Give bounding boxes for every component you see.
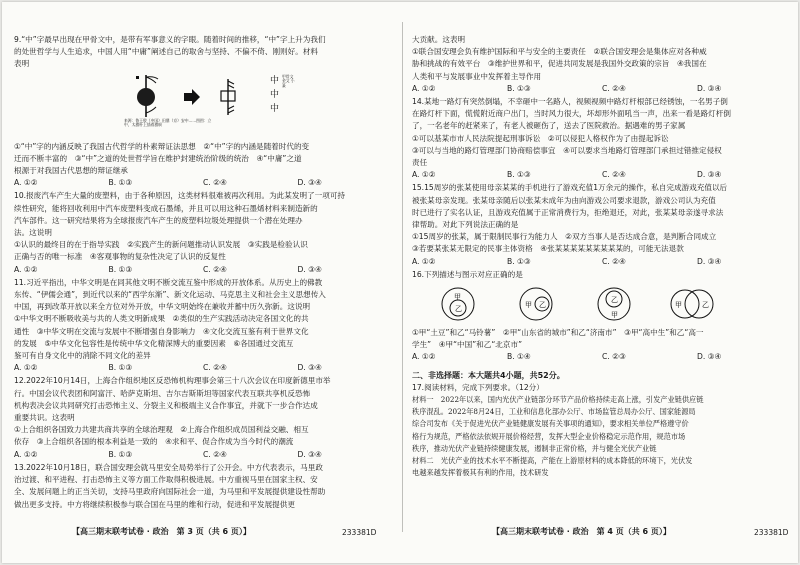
- question-16-choices: A. ①② B. ①④ C. ②③ D. ③④: [412, 352, 722, 362]
- venn-label: 甲: [675, 301, 682, 310]
- venn-diagram-3: [586, 286, 642, 322]
- question-14-choices: A. ①② B. ①③ C. ②④ D. ③④: [412, 170, 722, 180]
- venn-label: 乙: [702, 301, 709, 310]
- question-13-choices: A. ①② B. ①③ C. ②④ D. ③④: [412, 83, 722, 93]
- venn-diagrams: [430, 285, 792, 323]
- question-15: 15.15周岁的张某使用母亲某某的手机进行了游戏充值1万余元的操作，私自完成游戏充值以后 被张某母亲发现。张某母亲随后以张某未成年为由向游戏公司要求退款，游戏公司认为充值 时已进行了实名认证，且游戏充值属于正常消费行为，拒绝退还，对此，张某某母亲遂寻求法 律帮助。对此下列说法正确的是 ①15周岁的张某，属于限制民事行为能力人 ②双方当事人是否达成合意，是判断合同成立 ③若要某张某无限定的民事主体资格 ④张某某某某某某某某某的，可能无法退款 A. ①② B. ①③ C. ②④ D. ③④: [412, 182, 792, 267]
- question-12: 12.2022年10月14日，上海合作组织地区反恐怖机构理事会第三十八次会议在印度新德里市举 行。中国会议代表团和阿富汗、哈萨克斯坦、吉尔吉斯斯坦等国家代表互联共享机反恐怖 机构表决会议共同研究打击恐怖主义、分裂主义和极端主义合作事宜，并就下一步合作达成 重要共识。这表明 ①上合组织各国致力共建共商共享的全球治理观 ②上海合作组织成员国利益交融、相互 依存 ③上合组织各国的根本利益是一致的 ④求和平、促合作成为当今时代的潮流 A. ①② B. ①③ C. ②④ D. ③④: [14, 375, 392, 460]
- page-divider: [402, 22, 403, 532]
- question-11-choices: A. ①② B. ①③ C. ②④ D. ③④: [14, 363, 322, 373]
- venn-label: 乙: [539, 301, 546, 310]
- question-13-continued: 大贡献。这表明 ①联合国安理会负有维护国际和平与安全的主要责任 ②联合国安理会是集体应对各种威 胁和挑战的有效平台 ③维护世界和平，促进共同发展是我国外交政策的宗旨 ④我国在 人类和平与发展事业中发挥着主导作用 A. ①② B. ①③ C. ②④ D. ③④: [412, 34, 792, 95]
- question-9-options: ①“中”字的内涵反映了我国古代哲学的朴素辩证法思想 ②“中”字的内涵是随着时代的变 迁而不断丰富的 ③“中”之道的处世哲学旨在维护封建统治阶级的统治 ④“中庸”之道 根源于对我国古代思想的辩证继承 A. ①② B. ①③ C. ②④ D. ③④: [14, 141, 392, 190]
- right-page-code: 233381D: [754, 528, 789, 537]
- question-14: 14.某地一路灯有突然倒塌，不幸砸中一名路人，视频视频中路灯杆根部已经锈蚀，一名男子倒 在路灯杆下面，慌慌附近商户出门，当时风力很大，坏却形外面吼当一声，出来一看是路灯杆倒 了，一名老年的赶紧来了，有老人被砸伤了，送去了医院救治。据遇难的男子家属 ①可以基某市市人民法院提起刑事诉讼 ②可以侵犯人格权作为了由提起诉讼 ③可以与当地的路灯管理部门协商赔偿事宜 ④可以要求当地路灯管理部门承担过错推定侵权 责任 A. ①② B. ①③ C. ②④ D. ③④: [412, 96, 792, 181]
- question-12-choices: A. ①② B. ①③ C. ②④ D. ③④: [14, 449, 322, 459]
- venn-diagram-2: [508, 286, 564, 322]
- question-15-choices: A. ①② B. ①③ C. ②④ D. ③④: [412, 256, 722, 266]
- left-page: [14, 34, 392, 512]
- right-page-footer: 【高三期末联考试卷 · 政治 第 4 页（共 6 页）】: [492, 527, 671, 536]
- question-11: 11.习近平指出，中华文明是在同其他文明不断交流互鉴中形成的开放体系。从历史上的佛教 东传、“伊儒会通”，到近代以来的“西学东渐”、新文化运动、马克思主义和社会主义思想传入 中国，再到改革开放以来全方位对外开放，中华文明始终在兼收并蓄中历久弥新。这说明 ①中华文明不断吸收美与共的人类文明新成果 ②类似的生产实践活动决定各国文化的共 通性 ③中华文明在交流与发展中不断增强自身影响力 ④文化交流互鉴有利于世界文化 的发展 ⑤中华文化包容性是传统中华文化精深博大的重要因素 ⑥各国通过交流互 鉴可有自身文化中的消除不同文化的差异 A. ①② B. ①③ C. ②④ D. ③④: [14, 277, 392, 375]
- venn-label: 甲: [525, 301, 532, 310]
- venn-label: 乙: [611, 296, 618, 305]
- question-10-choices: A. ①② B. ①③ C. ②④ D. ③④: [14, 264, 322, 274]
- venn-diagram-1: [430, 286, 486, 322]
- svg-text:中: 中: [270, 75, 280, 86]
- venn-label: 甲: [611, 311, 618, 320]
- figure-caption: 来源：鲁王殷（中国）田鼎（京）安中……图图：立中，太旗杆上插着旗帜: [124, 117, 212, 128]
- question-10: 10.报废汽车产生大量的废塑料，由于各种原因，这类材料很难被再次利用。为此某发明了一项可持 续性研究，能将回收利用中汽车废塑料变成石墨烯，并且可以用这种石墨烯材料来制造新的 汽车部件。这一研究结果将为全球报废汽车产生的废塑料垃圾处理提供一个潜在处理办 法。这说明 ①认识的最终目的在于指导实践 ②实践产生的新问题推动认识发展 ③实践是检验认识 正确与否的唯一标准 ④客观事物的复杂性决定了认识的反复性 A. ①② B. ①③ C. ②④ D. ③④: [14, 190, 392, 275]
- venn-label: 乙: [455, 305, 462, 314]
- svg-text:中: 中: [270, 103, 280, 114]
- question-9: 9.“中”字最早出现在甲骨文中，是带有军事意义的字眼。随着时间的推移，“中”字上升为我们 的处世哲学与人生追求，中国人用“中庸”阐述自己的取舍与坚持、不偏不倚、刚则好。材料 表明: [14, 35, 326, 69]
- question-17-intro: 17.阅读材料，完成下列要求。（12分）: [412, 382, 544, 392]
- question-16: 16.下列描述与图示对应正确的是 甲 乙 甲 乙 乙 甲 甲 乙 ①甲“土豆”和乙“马铃薯” ②甲“山东省的城市”和乙“济南市” ③甲“高中生”和乙“高一 学生” ④甲“中国”和乙“北京市” A. ①② B. ①④ C. ②③ D. ③④: [412, 269, 792, 364]
- zhong-character-evolution-figure: [124, 73, 294, 137]
- zhong-glyph-drawing: [124, 73, 294, 119]
- question-13: 13.2022年10月18日，联合国安理会就马里安全局势举行了公开会。中方代表表示，马里政 治过渡、和平进程、打击恐怖主义等方面工作取得积极进展。中方重视马里在国家主权、安 全、发展问题上的正当关切，支持马里政府向国际社会一道，为马里和平发展提供建设性帮助 做出更多支持。中方将继续积极参与联合国在马里的维和行动，促进和平发展提供更: [14, 462, 326, 509]
- question-9-choices: A. ①② B. ①③ C. ②④ D. ③④: [14, 178, 322, 188]
- left-page-code: 233381D: [342, 528, 377, 537]
- right-page: [412, 34, 792, 480]
- question-17-material: 材料一 2022年以来，国内光伏产业链部分环节产品价格持续走高上涨，引发产业链供应链 秩序混乱。2022年8月24日，工业和信息化部办公厅、市场监管总局办公厅、国家能源局 综合司发布《关于促进光伏产业链健康发展有关事项的通知》，要求相关单位严格遵守价 格行为规范，严格依法依规开展价格经营，发挥大型企业价格稳定示范作用，规范市场 秩序，推动光伏产业链持续健康发展，遏制非正常价格，并与健全光伏产业链 材料二 光伏产业的技术水平不断提高，产能在上游原材料的成本降低的环境下，光伏发 电越来越发挥着极其有利的作用，技术研发: [412, 395, 704, 478]
- svg-text:中: 中: [270, 89, 280, 100]
- exam-sheet: [2, 2, 798, 563]
- venn-diagram-4: [664, 286, 720, 322]
- venn-label: 甲: [454, 293, 461, 302]
- section-title: 二、非选择题：本大题共4小题，共52分。: [412, 370, 565, 380]
- figure-script-labels: 甲骨文 金文 小篆: [282, 73, 295, 89]
- left-page-footer: 【高三期末联考试卷 · 政治 第 3 页（共 6 页）】: [72, 527, 251, 536]
